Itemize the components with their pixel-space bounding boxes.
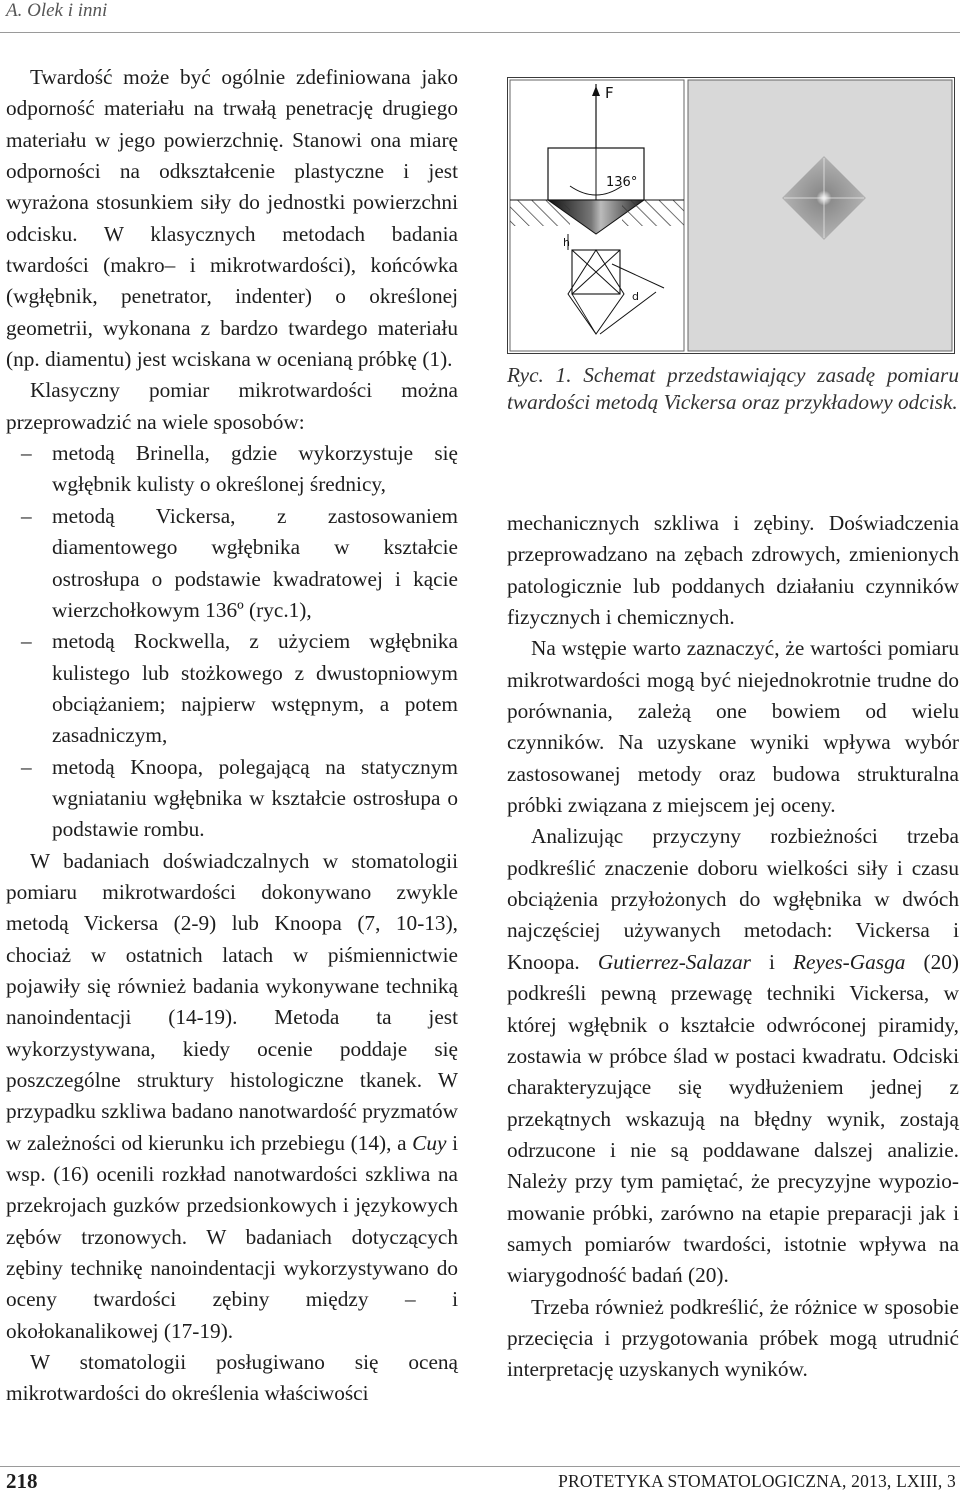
list-item — [6, 501, 458, 626]
diagonal-label: d — [632, 290, 639, 303]
depth-label: h — [563, 236, 570, 249]
header-rule — [0, 32, 960, 33]
list-item — [6, 438, 458, 501]
list-item-text: metodą Brinella, gdzie wykorzystuje się wgłębnik kulisty o określonej średnicy, — [52, 441, 458, 497]
figure-vickers — [507, 77, 955, 354]
sample-hatch-left — [510, 200, 570, 226]
figure-caption: Ryc. 1. Schemat przedstawiający zasadę pomiaru twardości metodą Vickersa oraz przykładowy odcisk. — [507, 363, 959, 414]
paragraph-methods-intro: Klasyczny pomiar mikrotwardości można przeprowadzić na wiele sposobów: — [6, 378, 458, 434]
paragraph-sample-preparation: Trzeba również podkreślić, że różnice w sposobie przecięcia i przygotowania próbek mogą utrudnić interpretację uzyskanych wyników. — [507, 1294, 959, 1382]
paragraph-dental-studies: W badaniach doświadczalnych w stomatologii pomiaru mikrotwardości dokonywano zwykle metodą Vickersa (2-9) lub Knoopa (7, 10-13), chociaż w ostatnich latach w piśmiennictwie pojawiły się również badania wykonywane techniką nanoindentacji (14-19). Metoda ta jest wykorzystywana, kiedy ocenie poddaje się poszczególne struktury histologiczne tkanek. W przypadku szkliwa badano nanotwardość pryzmatów w zależności od kierunku ich przebiegu (14), a Cuy i wsp. (16) ocenili rozkład nanotwardości szkliwa na przekrojach guzków przedsionkowych i językowych zębów trzonowych. W badaniach dotyczących zębiny technikę nanoindentacji wykorzystywano do oceny twardości zębiny między – i okołokanalikowej (17-19). — [6, 848, 458, 1343]
right-column — [507, 508, 959, 1386]
list-item-text: metodą Rockwella, z użyciem wgłębnika kulistego lub stożkowego z dwustopniowym obciążaniem; najpierw wstępnym, a potem zasadniczym, — [52, 629, 458, 748]
list-item — [6, 752, 458, 846]
force-label: F — [605, 84, 614, 102]
list-item — [6, 626, 458, 751]
sample-hatch-right — [622, 200, 684, 226]
dash-bullet: – — [21, 441, 32, 466]
running-head: A. Olek i inni — [6, 0, 108, 21]
author-gutierrez-salazar: Gutierrez-Salazar — [597, 949, 751, 974]
journal-reference: PROTETYKA STOMATOLOGICZNA, 2013, LXIII, 3 — [558, 1471, 956, 1491]
author-cuy: Cuy — [412, 1130, 447, 1155]
dash-bullet: – — [21, 503, 32, 528]
author-reyes-gasga: Reyes-Gasga — [793, 949, 906, 974]
list-item-text: metodą Knoopa, polegającą na statycznym wgniataniu wgłębnika w kształcie ostrosłupa o podstawie rombu. — [52, 754, 458, 842]
methods-list — [6, 438, 458, 845]
paragraph-definition: Twardość może być ogólnie zdefiniowana jako odporność materiału na trwałą penetrację drugiego materiału w jego powierzchnię. Stanowi ona miarę odporności na odkształcenie plastyczne i jest wyrażona stosunkiem siły do jednostki powierzchni odcisku. W klasycznych metodach badania twardości (makro– i mikrotwardości), końcówka (wgłębnik, penetrator, indenter) o określonej geometrii, wykonana z bardzo twardego materiału (np. diamentu) jest wciskana w ocenianą próbkę (1). — [6, 65, 458, 372]
vickers-diagram — [508, 78, 954, 353]
paragraph-analysis: Analizując przyczyny rozbieżności trzeba podkreślić znaczenie doboru wielkości siły i czasu obciążenia przyłożonych do wgłębnika w dwóch najczęściej używanych metodach: Vickersa i Knoopa. Gutierrez-Salazar i Reyes-Gasga (20) podkreśli pewną przewagę techniki Vickersa, w której wgłębnik o kształcie odwróconej piramidy, zostawia w próbce ślad w postaci kwadratu. Odciski charakteryzujące się wydłużeniem jednej z przekątnych wskazują na błędny wynik, zostają odrzucone i nie są poddawane dalszej analizie. Należy przy tym pamiętać, że precyzyjne wypoziomowanie próbki, zarówno na etapie preparacji jak i samych pomiarów twardości, istotnie wpływa na wiarygodność badań (20). — [507, 824, 959, 1288]
footer-rule — [0, 1466, 960, 1467]
paragraph-stomatology: W stomatologii posługiwano się oceną mikrotwardości do określenia właściwości — [6, 1350, 458, 1406]
page-number: 218 — [6, 1469, 38, 1493]
dash-bullet: – — [21, 629, 32, 654]
dash-bullet: – — [21, 754, 32, 779]
list-item-text: metodą Vickersa, z zastosowaniem diamentowego wgłębnika w kształcie ostrosłupa o podstawie kwadratowej i kącie wierzchołkowym 136º (ryc.1), — [52, 503, 458, 622]
left-column — [6, 62, 458, 1410]
angle-label: 136° — [606, 175, 638, 190]
paragraph-comparison: Na wstępie warto zaznaczyć, że wartości pomiaru mikrotwardości mogą być niejednokrotnie trudne do porównania, zależą one bowiem od wielu czynników. Na uzyskane wyniki wpływa wybór zastosowanej metody oraz budowa strukturalna próbki związana z miejscem jej oceny. — [507, 636, 959, 818]
paragraph-continuation: mechanicznych szkliwa i zębiny. Doświadczenia przeprowadzano na zębach zdrowych, zmienionych patologicznie lub poddanych działaniu czynników fizycznych i chemicznych. — [507, 511, 959, 630]
